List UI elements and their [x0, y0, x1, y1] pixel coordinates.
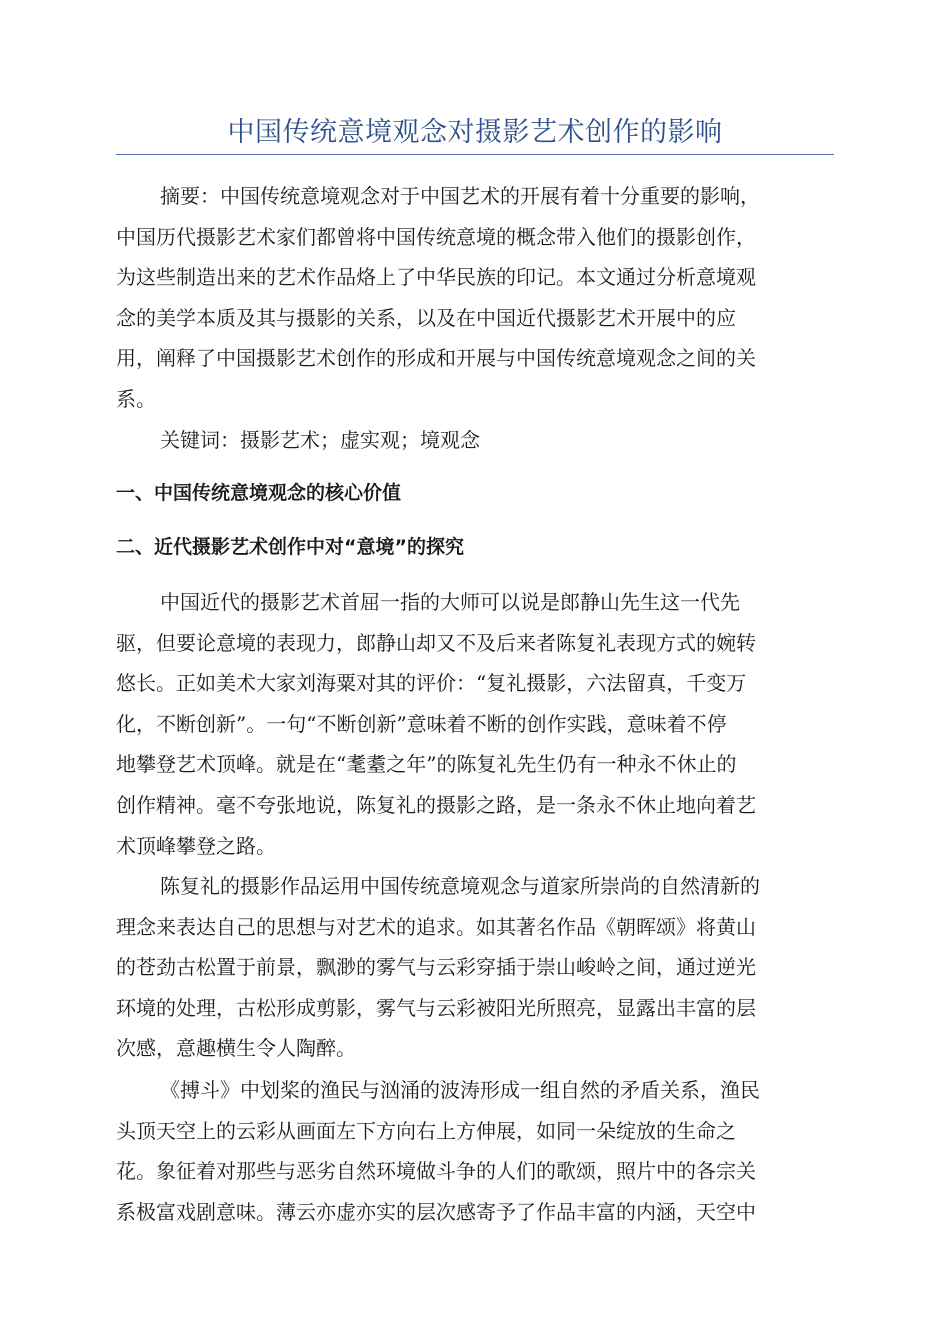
paragraph-line: 创作精神。毫不夸张地说，陈复礼的摄影之路，是一条永不休止地向着艺 — [116, 792, 756, 817]
paragraph-line: 悠长。正如美术大家刘海粟对其的评价：“复礼摄影，六法留真，千变万 — [116, 671, 747, 696]
section-heading-2: 二、近代摄影艺术创作中对“意境”的探究 — [116, 536, 464, 558]
abstract-line: 系。 — [116, 386, 156, 411]
abstract-line: 为这些制造出来的艺术作品烙上了中华民族的印记。本文通过分析意境观 — [116, 265, 756, 290]
abstract-line: 念的美学本质及其与摄影的关系，以及在中国近代摄影艺术开展中的应 — [116, 305, 736, 330]
section-heading-1: 一、中国传统意境观念的核心价值 — [116, 482, 402, 504]
paragraph-line: 《搏斗》中划桨的渔民与汹涌的波涛形成一组自然的矛盾关系，渔民 — [160, 1078, 760, 1102]
paragraph-line: 头顶天空上的云彩从画面左下方向右上方伸展，如同一朵绽放的生命之 — [116, 1118, 736, 1143]
paragraph-line: 理念来表达自己的思想与对艺术的追求。如其著名作品《朝晖颂》将黄山 — [116, 914, 756, 939]
paragraph-line: 花。象征着对那些与恶劣自然环境做斗争的人们的歌颂，照片中的各宗关 — [116, 1159, 756, 1184]
body-paragraph-3 — [116, 1070, 834, 1232]
paragraph-line: 中国近代的摄影艺术首屈一指的大师可以说是郎静山先生这一代先 — [160, 590, 740, 614]
keywords-paragraph — [116, 420, 834, 461]
abstract-line: 中国历代摄影艺术家们都曾将中国传统意境的概念带入他们的摄影创作， — [116, 224, 756, 249]
abstract-line: 用，阐释了中国摄影艺术创作的形成和开展与中国传统意境观念之间的关 — [116, 346, 756, 371]
keywords-line: 关键词：摄影艺术；虚实观；境观念 — [160, 428, 480, 452]
paragraph-line: 术顶峰攀登之路。 — [116, 833, 276, 858]
paragraph-line: 系极富戏剧意味。薄云亦虚亦实的层次感寄予了作品丰富的内涵，天空中 — [116, 1199, 756, 1224]
paragraph-line: 陈复礼的摄影作品运用中国传统意境观念与道家所崇尚的自然清新的 — [160, 874, 760, 898]
abstract-line: 摘要：中国传统意境观念对于中国艺术的开展有着十分重要的影响， — [160, 184, 760, 208]
paragraph-line: 地攀登艺术顶峰。就是在“耄耋之年”的陈复礼先生仍有一种永不休止的 — [116, 752, 737, 777]
abstract-paragraph — [116, 176, 834, 420]
title-underline — [116, 154, 834, 155]
body-paragraph-2 — [116, 866, 834, 1069]
paragraph-line: 次感，意趣横生令人陶醉。 — [116, 1036, 356, 1061]
paragraph-line: 化，不断创新”。一句“不断创新”意味着不断的创作实践，意味着不停 — [116, 711, 727, 736]
document-title: 中国传统意境观念对摄影艺术创作的影响 — [227, 117, 723, 148]
paragraph-line: 驱，但要论意境的表现力，郎静山却又不及后来者陈复礼表现方式的婉转 — [116, 630, 756, 655]
paragraph-line: 的苍劲古松置于前景，飘渺的雾气与云彩穿插于崇山峻岭之间，通过逆光 — [116, 955, 756, 980]
body-paragraph-1 — [116, 582, 834, 866]
paragraph-line: 环境的处理，古松形成剪影，雾气与云彩被阳光所照亮，显露出丰富的层 — [116, 995, 756, 1020]
